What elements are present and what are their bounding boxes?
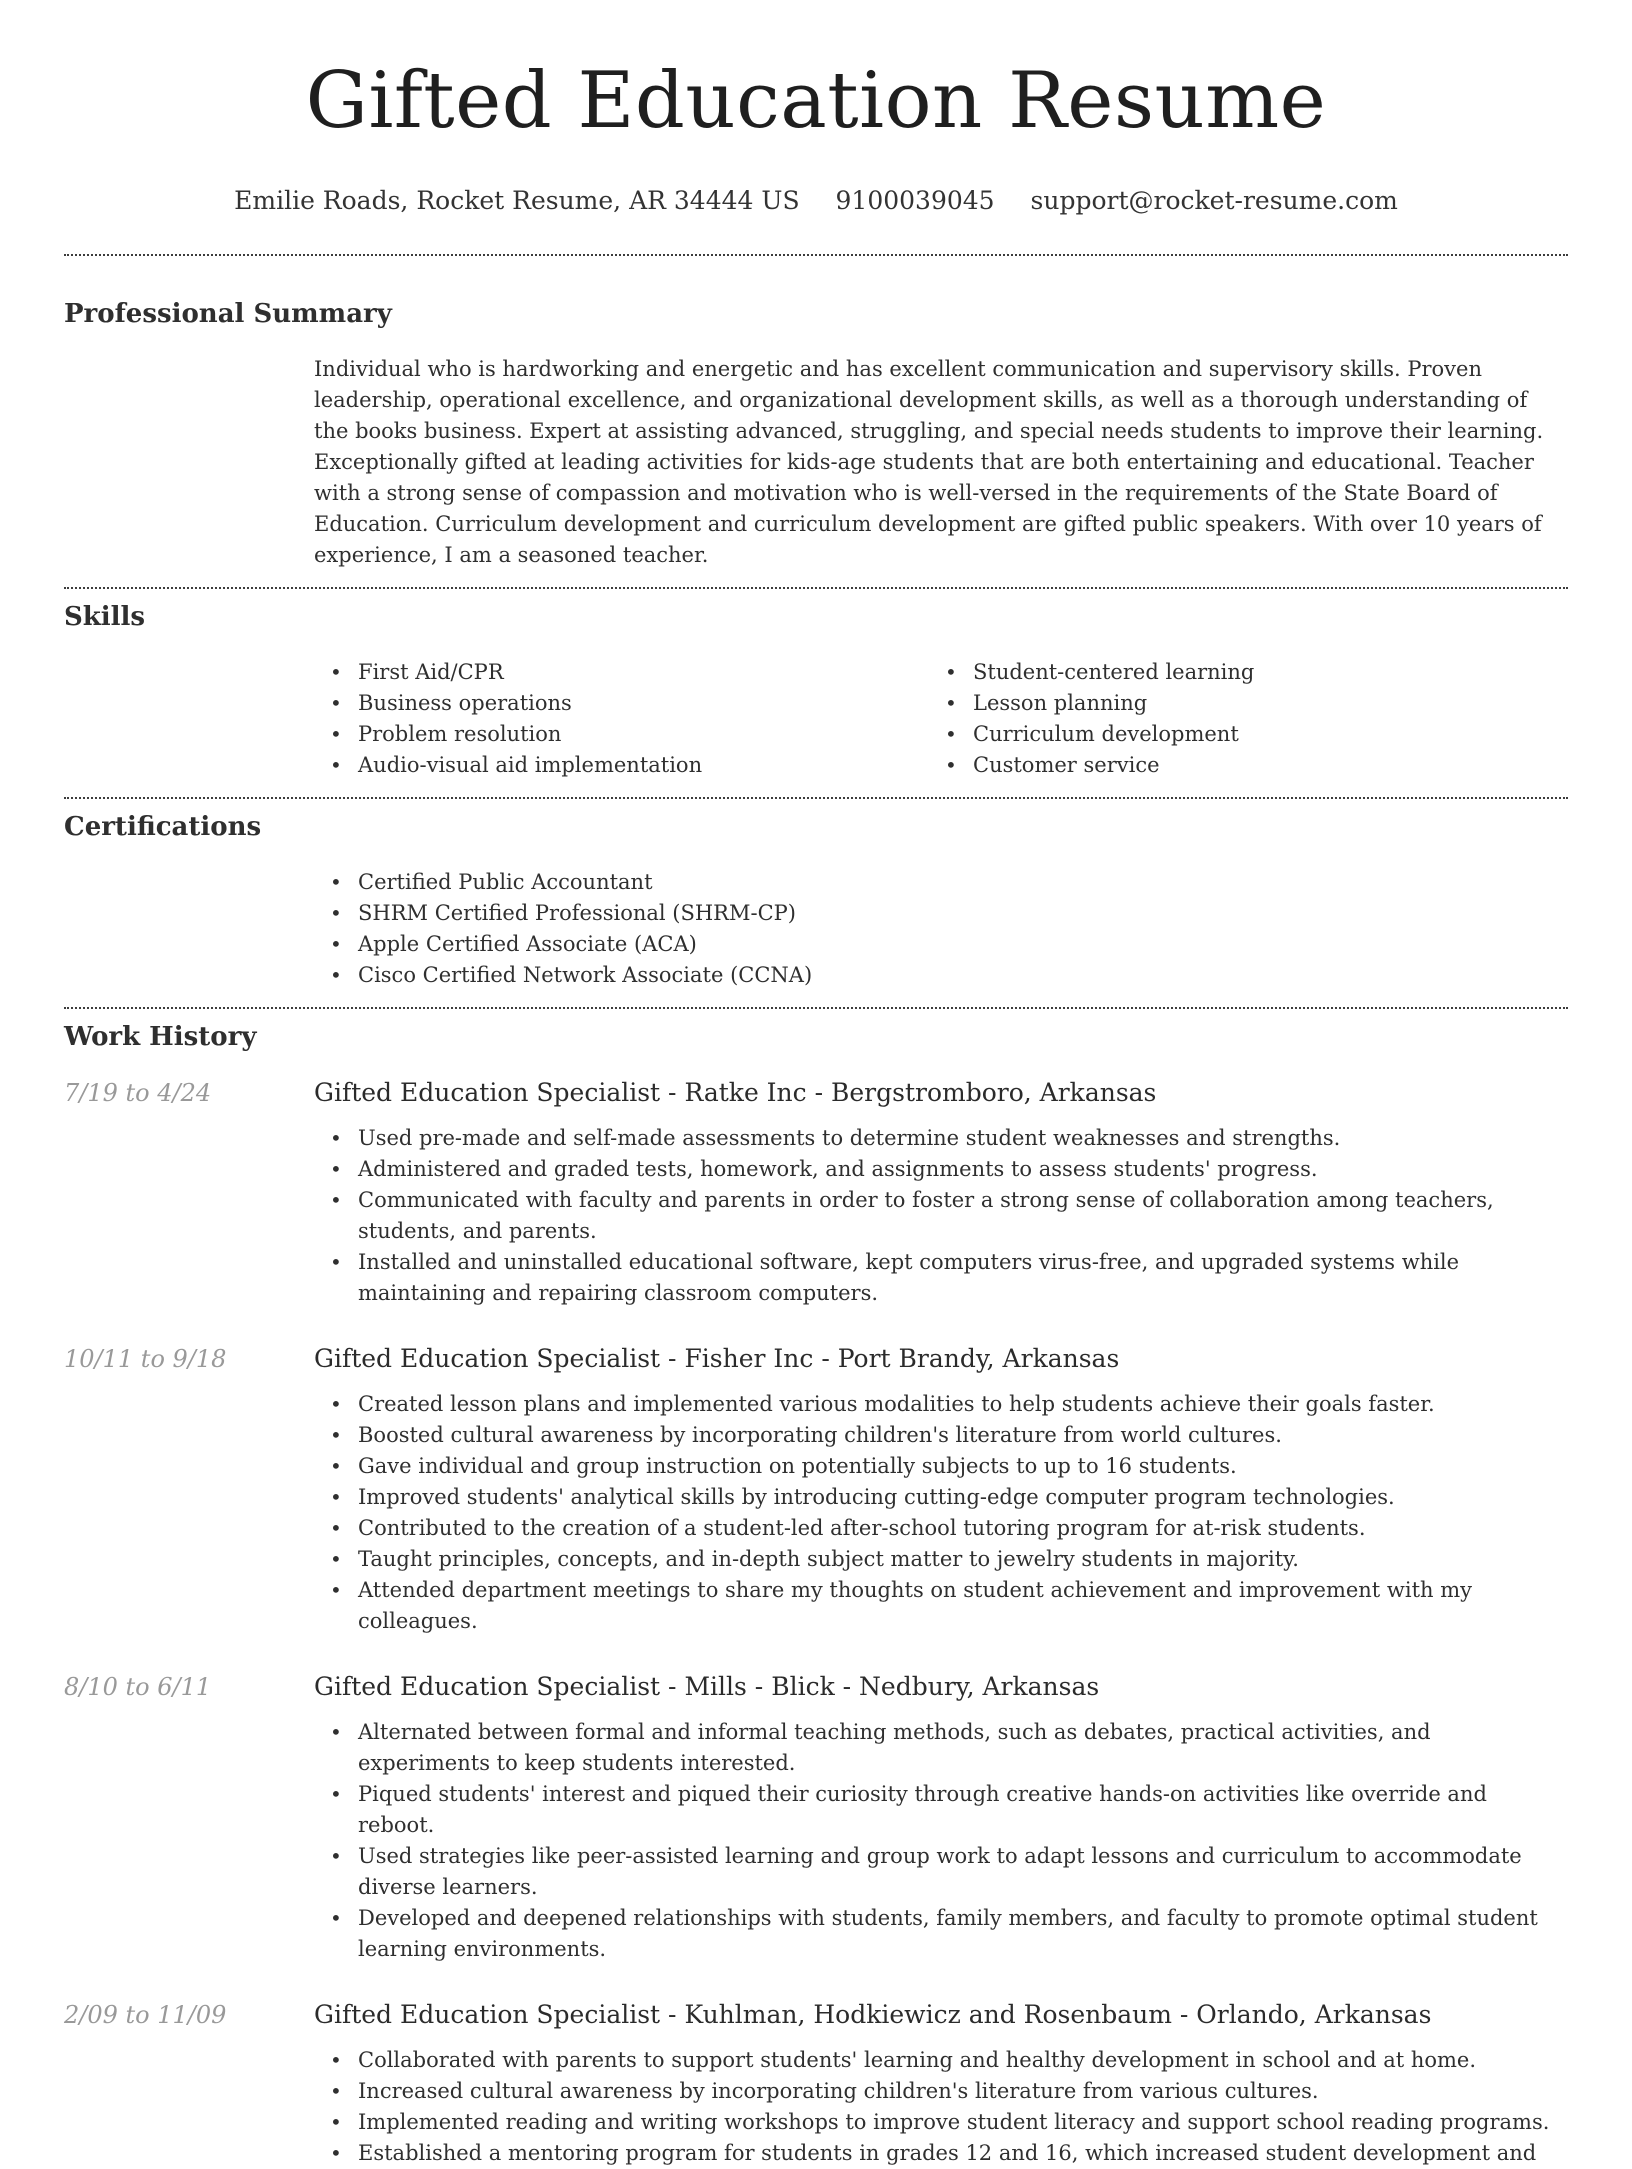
summary-text: Individual who is hardworking and energetic and has excellent communication and supervisory skills. Proven leadership, operational excellence, and organizational development skills, as well as a thorough understanding of the books business. Expert at assisting advanced, struggling, and special needs students to improve their learning. Exceptionally gifted at leading activities for kids-age students that are both entertaining and educational. Teacher with a strong sense of compassion and motivation who is well-versed in the requirements of the State Board of Education. Curriculum development and curriculum development are gifted public speakers. With over 10 years of experience, I am a seasoned teacher. xyxy=(314,357,1544,567)
skill-item: • Curriculum development xyxy=(929,719,1544,750)
section-heading: Certifications xyxy=(64,812,262,842)
section-heading: Skills xyxy=(64,602,146,632)
job-bullet: • Established a mentoring program for students in grades 12 and 16, which increased student development and xyxy=(314,2138,1568,2169)
job-bullet: • Implemented reading and writing workshops to improve student literacy and support school reading programs. xyxy=(314,2107,1568,2138)
contact-phone: 9100039045 xyxy=(835,186,995,215)
job-bullets xyxy=(314,1717,1568,1965)
job-bullet: • Gave individual and group instruction on potentially subjects to up to 16 students. xyxy=(314,1451,1568,1482)
job-bullet: • Piqued students' interest and piqued their curiosity through creative hands-on activities like override and reboot. xyxy=(314,1779,1568,1841)
job-entry xyxy=(64,1343,1568,1637)
section-heading: Work History xyxy=(64,1022,257,1052)
skill-item: • Business operations xyxy=(314,688,929,719)
job-bullets xyxy=(314,2045,1568,2169)
job-entry xyxy=(64,1077,1568,1309)
job-bullet: • Used strategies like peer-assisted learning and group work to adapt lessons and curriculum to accommodate diverse learners. xyxy=(314,1841,1568,1903)
skills-left-list xyxy=(314,657,929,781)
certifications-list xyxy=(314,867,1568,991)
job-bullet: • Communicated with faculty and parents in order to foster a strong sense of collaboration among teachers, students, and parents. xyxy=(314,1185,1568,1247)
job-dates: 8/10 to 6/11 xyxy=(64,1673,212,1701)
skills-right-list xyxy=(929,657,1544,781)
skill-item: • Audio-visual aid implementation xyxy=(314,750,929,781)
job-bullet: • Attended department meetings to share my thoughts on student achievement and improvement with my colleagues. xyxy=(314,1575,1568,1637)
certification-item: • Certified Public Accountant xyxy=(314,867,1568,898)
certification-item: • Cisco Certified Network Associate (CCNA) xyxy=(314,960,1568,991)
job-dates: 2/09 to 11/09 xyxy=(64,2001,227,2029)
job-bullet: • Created lesson plans and implemented various modalities to help students achieve their goals faster. xyxy=(314,1389,1568,1420)
job-bullet: • Developed and deepened relationships with students, family members, and faculty to promote optimal student learning environments. xyxy=(314,1903,1568,1965)
job-bullet: • Boosted cultural awareness by incorporating children's literature from world cultures. xyxy=(314,1420,1568,1451)
job-bullet: • Increased cultural awareness by incorporating children's literature from various cultures. xyxy=(314,2076,1568,2107)
job-dates: 10/11 to 9/18 xyxy=(64,1345,227,1373)
job-entry xyxy=(64,1671,1568,1965)
job-bullet: • Administered and graded tests, homework, and assignments to assess students' progress. xyxy=(314,1154,1568,1185)
job-bullet: • Taught principles, concepts, and in-depth subject matter to jewelry students in majority. xyxy=(314,1544,1568,1575)
skills-grid xyxy=(314,657,1568,781)
job-bullet: • Contributed to the creation of a student-led after-school tutoring program for at-risk students. xyxy=(314,1513,1568,1544)
job-bullets xyxy=(314,1123,1568,1309)
skill-item: • Problem resolution xyxy=(314,719,929,750)
job-title: Gifted Education Specialist - Ratke Inc - Bergstromboro, Arkansas xyxy=(314,1078,1157,1107)
certifications-section xyxy=(64,799,1568,991)
contact-line xyxy=(64,186,1568,216)
work-history-section xyxy=(64,1009,1568,2169)
resume-title: Gifted Education Resume xyxy=(305,56,1327,146)
job-entry xyxy=(64,1999,1568,2169)
skill-item: • Customer service xyxy=(929,750,1544,781)
certification-item: • SHRM Certified Professional (SHRM-CP) xyxy=(314,898,1568,929)
job-title: Gifted Education Specialist - Mills - Blick - Nedbury, Arkansas xyxy=(314,1672,1100,1701)
section-heading: Professional Summary xyxy=(64,299,392,329)
resume-header xyxy=(64,0,1568,216)
job-title: Gifted Education Specialist - Kuhlman, Hodkiewicz and Rosenbaum - Orlando, Arkansas xyxy=(314,2000,1432,2029)
skill-item: • First Aid/CPR xyxy=(314,657,929,688)
job-bullet: • Alternated between formal and informal teaching methods, such as debates, practical activities, and experiments to keep students interested. xyxy=(314,1717,1568,1779)
contact-address: Emilie Roads, Rocket Resume, AR 34444 US xyxy=(234,186,800,215)
job-dates: 7/19 to 4/24 xyxy=(64,1079,212,1107)
certification-item: • Apple Certified Associate (ACA) xyxy=(314,929,1568,960)
skill-item: • Lesson planning xyxy=(929,688,1544,719)
skills-section xyxy=(64,589,1568,781)
professional-summary-section xyxy=(64,256,1568,571)
job-bullets xyxy=(314,1389,1568,1637)
job-title: Gifted Education Specialist - Fisher Inc - Port Brandy, Arkansas xyxy=(314,1344,1120,1373)
job-bullet: • Improved students' analytical skills by introducing cutting-edge computer program technologies. xyxy=(314,1482,1568,1513)
skill-item: • Student-centered learning xyxy=(929,657,1544,688)
contact-email: support@rocket-resume.com xyxy=(1030,186,1398,215)
job-bullet: • Installed and uninstalled educational software, kept computers virus-free, and upgraded systems while maintaining and repairing classroom computers. xyxy=(314,1247,1568,1309)
job-bullet: • Used pre-made and self-made assessments to determine student weaknesses and strengths. xyxy=(314,1123,1568,1154)
job-bullet: • Collaborated with parents to support students' learning and healthy development in school and at home. xyxy=(314,2045,1568,2076)
